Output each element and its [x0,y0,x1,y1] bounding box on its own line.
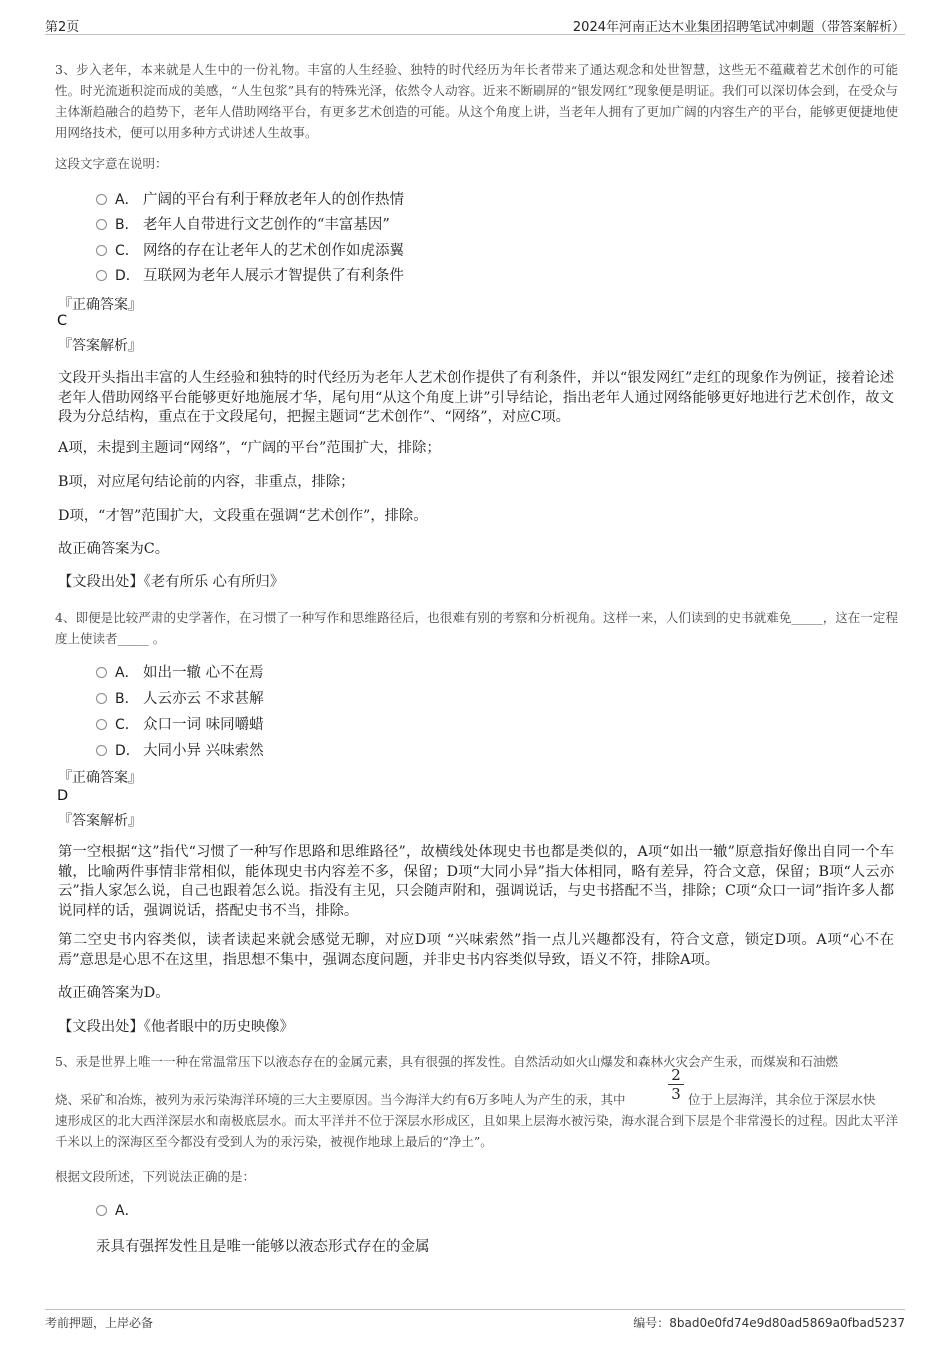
radio-icon[interactable] [96,745,107,756]
question-4-option-b[interactable] [96,688,264,710]
source-citation: 【文段出处】《他者眼中的历史映像》 [58,1019,294,1035]
analysis-paragraph: B项，对应尾句结论前的内容，非重点，排除； [58,474,355,490]
correct-answer-value: C [57,313,68,329]
option-text: 人云亦云 不求甚解 [143,691,264,707]
source-citation: 【文段出处】《老有所乐 心有所归》 [58,574,285,590]
analysis-conclusion: 故正确答案为D。 [58,985,170,1001]
question-4-option-a[interactable] [96,662,264,684]
question-3-prompt: 这段文字意在说明： [55,156,168,171]
question-5-line-1: 5、汞是世界上唯一一种在常温常压下以液态存在的金属元素，具有很强的挥发性。自然活动如火山爆发和森林火灾会产生汞，而煤炭和石油燃 [55,1054,838,1069]
radio-icon[interactable] [96,693,107,704]
question-5-option-a-text[interactable]: 汞具有强挥发性且是唯一能够以液态形式存在的金属 [96,1239,430,1255]
header-divider [45,34,905,35]
option-text: 众口一词 味同嚼蜡 [143,717,264,733]
footer-slogan: 考前押题，上岸必备 [45,1316,154,1330]
radio-icon[interactable] [96,1205,107,1216]
analysis-paragraph: D项，“才智”范围扩大，文段重在强调“艺术创作”，排除。 [58,508,428,524]
option-letter: B． [115,691,139,707]
analysis-conclusion: 故正确答案为C。 [58,541,170,557]
question-3-option-d[interactable] [96,265,404,287]
question-5-text-rest: 速形成区的北大西洋深层水和南极底层水。而太平洋并不位于深层水形成区，且如果上层海水被污染，海水混合到下层是个非常漫长的过程。因此太平洋千米以上的深海区至今都没有受到人为的汞污染，被视作地球上最后的“净土”。 [55,1113,898,1149]
option-letter: D． [115,743,140,759]
radio-icon[interactable] [96,194,107,205]
option-letter: A． [115,1203,139,1219]
option-letter: C． [115,243,139,259]
question-3-option-c[interactable] [96,240,404,262]
analysis-label: 『答案解析』 [58,813,142,829]
correct-answer-value: D [57,788,69,804]
option-letter: D． [115,268,140,284]
option-letter: B． [115,217,139,233]
radio-icon[interactable] [96,219,107,230]
analysis-paragraph: A项，未提到主题词“网络”，“广阔的平台”范围扩大，排除； [58,440,441,456]
document-title: 2024年河南正达木业集团招聘笔试冲刺题（带答案解析） [572,20,905,35]
option-text: 网络的存在让老年人的艺术创作如虎添翼 [143,243,404,259]
fraction-two-thirds [668,1067,684,1102]
option-text: 广阔的平台有利于释放老年人的创作热情 [143,192,404,208]
analysis-label: 『答案解析』 [58,338,142,354]
fraction-denominator: 3 [671,1085,681,1103]
question-4-text: 4、即便是比较严肃的史学著作，在习惯了一种写作和思维路径后，也很难有别的考察和分析视角。这样一来，人们读到的史书就难免_____，这在一定程度上使读者_____ 。 [55,610,898,646]
question-4-option-d[interactable] [96,740,264,762]
analysis-paragraph: 第一空根据“这”指代“习惯了一种写作思路和思维路径”，故横线处体现史书也都是类似的，A项“如出一辙”原意指好像出自同一个车辙，比喻两件事情非常相似，能体现史书内容差不多，保留；D项“大同小异”指大体相同，略有差异，符合文意，保留；B项“人云亦云”指人家怎么说，自己也跟着怎么说。指没有主见，只会随声附和，强调说话，与史书搭配不当，排除；C项“众口一词”指许多人都说同样的话，强调说话，搭配史书不当，排除。 [58,844,894,919]
option-text: 老年人自带进行文艺创作的“丰富基因” [143,217,390,233]
radio-icon[interactable] [96,667,107,678]
page-number: 第2页 [45,20,80,35]
analysis-paragraph: 文段开头指出丰富的人生经验和独特的时代经历为老年人艺术创作提供了有利条件，并以“银发网红”走红的现象作为例证，接着论述老年人借助网络平台能够更好地施展才华，尾句用“从这个角度上讲”引导结论，指出老年人通过网络能够更好地进行艺术创作，故文段为分总结构，重点在于文段尾句，把握主题词“艺术创作”、“网络”，对应C项。 [58,370,894,425]
question-5-prompt: 根据文段所述，下列说法正确的是： [55,1169,256,1184]
document-id: 编号：8bad0e0fd74e9d80ad5869a0fbad5237 [633,1316,905,1330]
question-3-option-a[interactable] [96,189,404,211]
question-3-text: 3、步入老年，本来就是人生中的一份礼物。丰富的人生经验、独特的时代经历为年长者带来了通达观念和处世智慧，这些无不蕴藏着艺术创作的可能性。时光流逝积淀而成的美感，“人生包浆”具有的特殊光泽，依然令人动容。近来不断刷屏的“银发网红”现象便是明证。我们可以深切体会到，在受众与主体渐趋融合的趋势下，老年人借助网络平台，有更多艺术创造的可能。从这个角度上讲，当老年人拥有了更加广阔的内容生产的平台，能够更便捷地使用网络技术，便可以用多种方式讲述人生故事。 [55,62,898,140]
question-4-option-c[interactable] [96,714,264,736]
correct-answer-label: 『正确答案』 [58,297,142,313]
option-text: 大同小异 兴味索然 [143,743,264,759]
radio-icon[interactable] [96,719,107,730]
fraction-numerator: 2 [671,1066,681,1084]
question-3-option-b[interactable] [96,214,390,236]
radio-icon[interactable] [96,245,107,256]
question-5-line-2-end: 位于上层海洋，其余位于深层水快 [688,1092,876,1107]
question-5-line-2-start: 烧、采矿和冶炼，被列为汞污染海洋环境的三大主要原因。当今海洋大约有6万多吨人为产生的汞，其中 [55,1092,626,1107]
option-text: 互联网为老年人展示才智提供了有利条件 [143,268,404,284]
correct-answer-label: 『正确答案』 [58,770,142,786]
option-letter: C． [115,717,139,733]
radio-icon[interactable] [96,270,107,281]
footer-divider [45,1309,905,1310]
option-letter: A． [115,192,139,208]
analysis-paragraph: 第二空史书内容类似，读者读起来就会感觉无聊，对应D项 “兴味索然”指一点儿兴趣都没有，符合文意，锁定D项。A项“心不在焉”意思是心思不在这里，指思想不集中，强调态度问题，并非史书内容类似导致，语义不符，排除A项。 [58,932,894,968]
question-5-option-a[interactable] [96,1200,143,1222]
option-text: 如出一辙 心不在焉 [143,665,264,681]
option-letter: A． [115,665,139,681]
